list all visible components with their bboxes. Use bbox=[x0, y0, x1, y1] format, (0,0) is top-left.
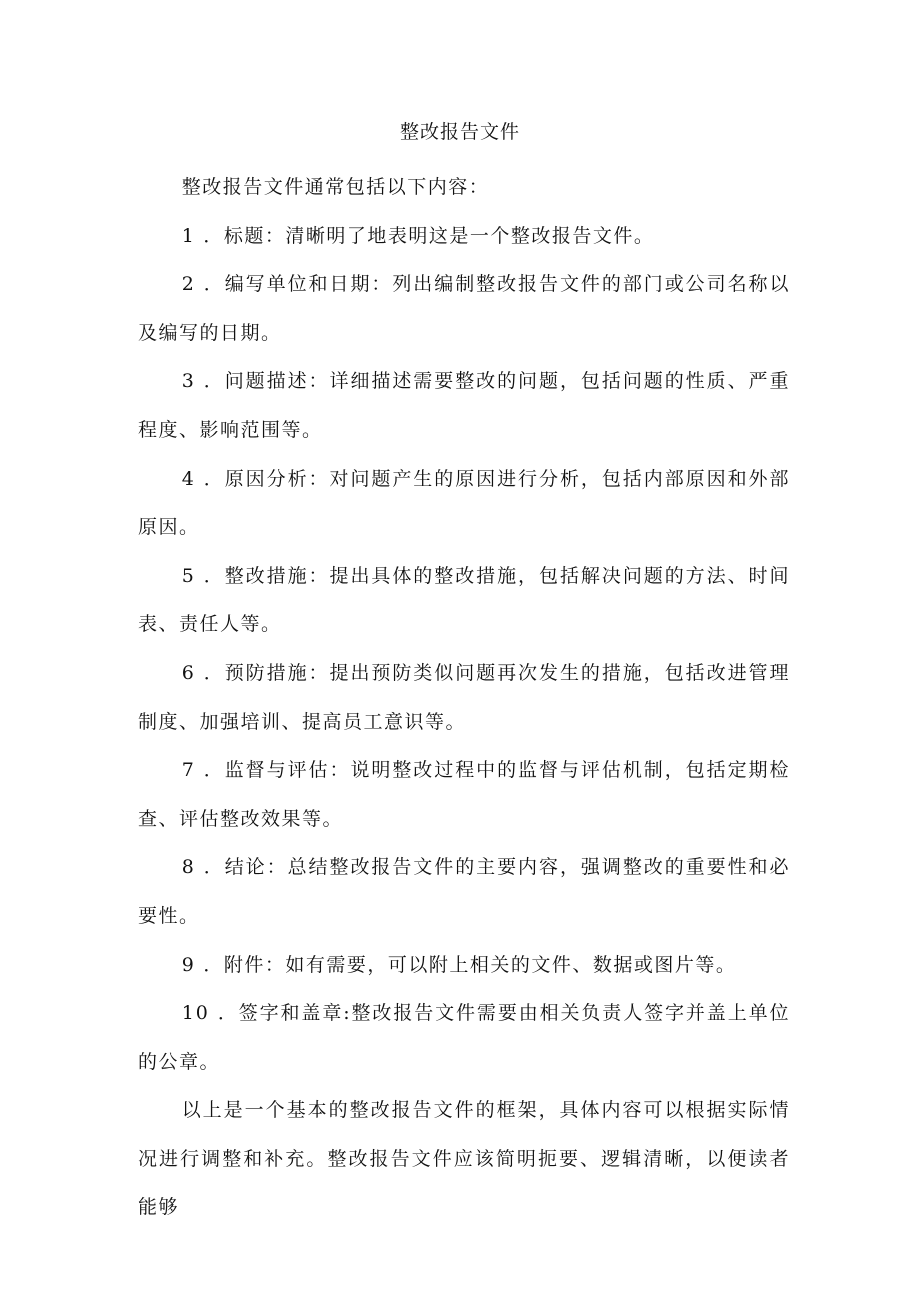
document-body bbox=[138, 163, 790, 1232]
closing-paragraph: 以上是一个基本的整改报告文件的框架，具体内容可以根据实际情况进行调整和补充。整改报告文件应该简明扼要、逻辑清晰，以便读者能够 bbox=[138, 1099, 790, 1219]
list-item bbox=[138, 649, 790, 746]
item-text: ．编写单位和日期：列出编制整改报告文件的部门或公司名称以及编写的日期。 bbox=[138, 273, 790, 344]
item-text: ．预防措施：提出预防类似问题再次发生的措施，包括改进管理制度、加强培训、提高员工意识等。 bbox=[138, 661, 790, 733]
list-item bbox=[138, 212, 790, 261]
item-text: ．结论：总结整改报告文件的主要内容，强调整改的重要性和必要性。 bbox=[138, 856, 790, 927]
item-number: 6 bbox=[181, 661, 196, 684]
item-number: 4 bbox=[181, 467, 196, 490]
item-number: 9 bbox=[181, 953, 196, 976]
item-text: ．附件：如有需要，可以附上相关的文件、数据或图片等。 bbox=[203, 953, 737, 976]
list-item bbox=[138, 260, 790, 357]
item-text: ．问题描述：详细描述需要整改的问题，包括问题的性质、严重程度、影响范围等。 bbox=[138, 370, 790, 441]
item-text: ．原因分析：对问题产生的原因进行分析，包括内部原因和外部原因。 bbox=[138, 467, 790, 539]
item-number: 7 bbox=[181, 759, 196, 782]
list-item bbox=[138, 989, 790, 1086]
item-number: 8 bbox=[181, 856, 196, 879]
list-item bbox=[138, 455, 790, 552]
list-item bbox=[138, 843, 790, 940]
item-number: 10 bbox=[181, 1002, 210, 1025]
document-title: 整改报告文件 bbox=[399, 121, 520, 143]
list-item bbox=[138, 552, 790, 649]
item-number: 3 bbox=[181, 370, 196, 393]
item-number: 2 bbox=[181, 273, 196, 296]
item-number: 5 bbox=[181, 564, 196, 587]
item-text: ．整改措施：提出具体的整改措施，包括解决问题的方法、时间表、责任人等。 bbox=[138, 564, 790, 636]
list-item bbox=[138, 941, 790, 990]
item-text: ．监督与评估：说明整改过程中的监督与评估机制，包括定期检查、评估整改效果等。 bbox=[138, 759, 790, 830]
intro-paragraph: 整改报告文件通常包括以下内容： bbox=[181, 176, 490, 198]
list-item bbox=[138, 357, 790, 454]
item-text: ．标题：清晰明了地表明这是一个整改报告文件。 bbox=[203, 224, 655, 247]
item-text: ．签字和盖章:整改报告文件需要由相关负责人签字并盖上单位的公章。 bbox=[138, 1002, 791, 1073]
item-number: 1 bbox=[181, 224, 196, 247]
list-item bbox=[138, 746, 790, 843]
